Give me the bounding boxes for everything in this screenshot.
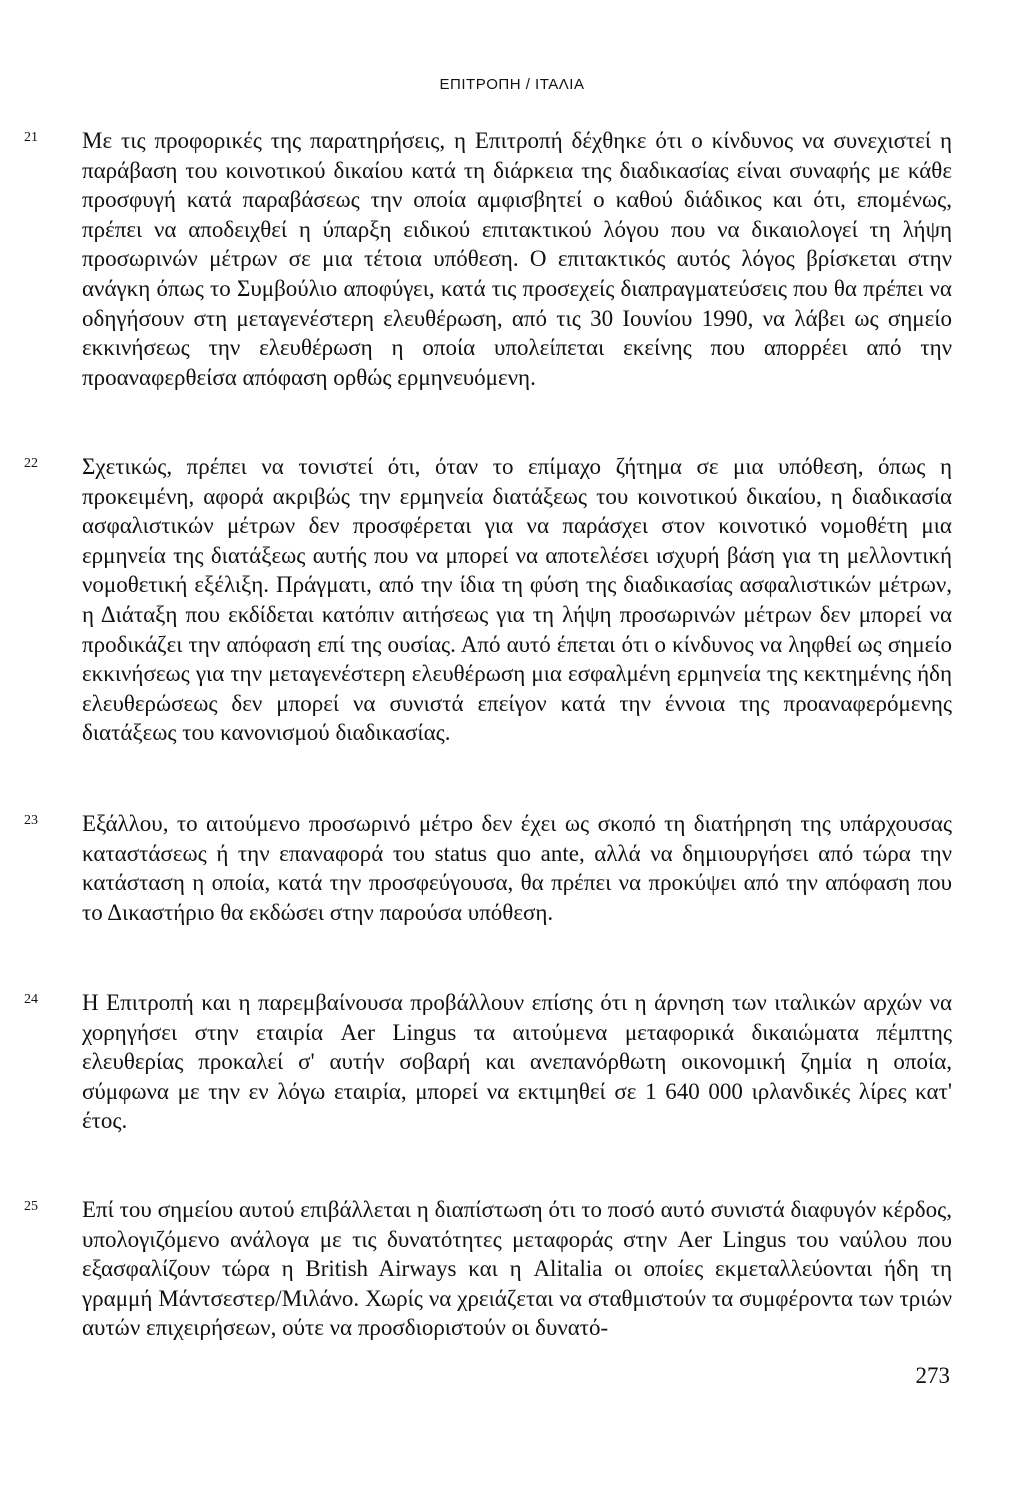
paragraph-25	[24, 1195, 952, 1343]
paragraph-22	[24, 452, 952, 748]
paragraph-number: 21	[24, 130, 38, 145]
paragraph-text: Με τις προφορικές της παρατηρήσεις, η Επιτροπή δέχθηκε ότι ο κίνδυνος να συνεχιστεί η παράβαση του κοινοτικού δικαίου κατά τη διάρκεια της διαδικασίας είναι συναφής με κάθε προσφυγή κατά παραβάσεως την οποία αμφισβητεί ο καθού διάδικος και ότι, επομένως, πρέπει να αποδειχθεί η ύπαρξη ειδικού επιτακτικού λόγου που να δικαιολογεί τη λήψη προσωρινών μέτρων σε μια τέτοια υπόθεση. Ο επιτακτικός αυτός λόγος βρίσκεται στην ανάγκη όπως το Συμβούλιο αποφύγει, κατά τις προσεχείς διαπραγματεύσεις που θα πρέπει να οδηγήσουν στη μεταγενέστερη ελευθέρωση, από τις 30 Ιουνίου 1990, να λάβει ως σημείο εκκινήσεως την ελευθέρωση η οποία υπολείπεται εκείνης που απορρέει από την προαναφερθείσα απόφαση ορθώς ερμηνευόμενη.	[82, 128, 952, 390]
paragraph-number: 24	[24, 992, 38, 1007]
paragraph-text: Σχετικώς, πρέπει να τονιστεί ότι, όταν το επίμαχο ζήτημα σε μια υπόθεση, όπως η προκειμένη, αφορά ακριβώς την ερμηνεία διατάξεως του κοινοτικού δικαίου, η διαδικασία ασφαλιστικών μέτρων δεν προσφέρεται για να παράσχει στον κοινοτικό νομοθέτη μια ερμηνεία της διατάξεως αυτής που να μπορεί να αποτελέσει ισχυρή βάση για τη μελλοντική νομοθετική εξέλιξη. Πράγματι, από την ίδια τη φύση της διαδικασίας ασφαλιστικών μέτρων, η Διάταξη που εκδίδεται κατόπιν αιτήσεως για τη λήψη προσωρινών μέτρων δεν μπορεί να προδικάζει την απόφαση επί της ουσίας. Από αυτό έπεται ότι ο κίνδυνος να ληφθεί ως σημείο εκκινήσεως για την μεταγενέστερη ελευθέρωση μια εσφαλμένη ερμηνεία της κεκτημένης ήδη ελευθερώσεως δεν μπορεί να συνιστά επείγον κατά την έννοια της προαναφερόμενης διατάξεως του κανονισμού διαδικασίας.	[82, 454, 952, 746]
paragraph-text: Επί του σημείου αυτού επιβάλλεται η διαπίστωση ότι το ποσό αυτό συνιστά διαφυγόν κέρδος, υπολογιζόμενο ανάλογα με τις δυνατότητες μεταφοράς στην Aer Lingus του ναύλου που εξασφαλίζουν τώρα η British Airways και η Alitalia οι οποίες εκμεταλλεύονται ήδη τη γραμμή Μάντσεστερ/Μιλάνο. Χωρίς να χρειάζεται να σταθμιστούν τα συμφέροντα των τριών αυτών επιχειρήσεων, ούτε να προσδιοριστούν οι δυνατό-	[82, 1197, 952, 1341]
paragraph-number: 22	[24, 456, 38, 471]
paragraph-number: 23	[24, 813, 38, 828]
paragraph-text: Εξάλλου, το αιτούμενο προσωρινό μέτρο δεν έχει ως σκοπό τη διατήρηση της υπάρχουσας καταστάσεως ή την επαναφορά του status quo ante, αλλά να δημιουργήσει από τώρα την κατάσταση η οποία, κατά την προσφεύγουσα, θα πρέπει να προκύψει από την απόφαση που το Δικαστήριο θα εκδώσει στην παρούσα υπόθεση.	[82, 811, 952, 925]
page-number: 273	[915, 1363, 950, 1388]
page-header: ΕΠΙΤΡΟΠΗ / ΙΤΑΛΙΑ	[439, 76, 585, 93]
paragraph-text: Η Επιτροπή και η παρεμβαίνουσα προβάλλουν επίσης ότι η άρνηση των ιταλικών αρχών να χορηγήσει στην εταιρία Aer Lingus τα αιτούμενα μεταφορικά δικαιώματα πέμπτης ελευθερίας προκαλεί σ' αυτήν σοβαρή και ανεπανόρθωτη οικονομική ζημία η οποία, σύμφωνα με την εν λόγω εταιρία, μπορεί να εκτιμηθεί σε 1 640 000 ιρλανδικές λίρες κατ' έτος.	[82, 990, 952, 1134]
paragraph-number: 25	[24, 1199, 38, 1214]
paragraph-23	[24, 809, 952, 927]
paragraph-21	[24, 126, 952, 392]
paragraph-24	[24, 988, 952, 1136]
